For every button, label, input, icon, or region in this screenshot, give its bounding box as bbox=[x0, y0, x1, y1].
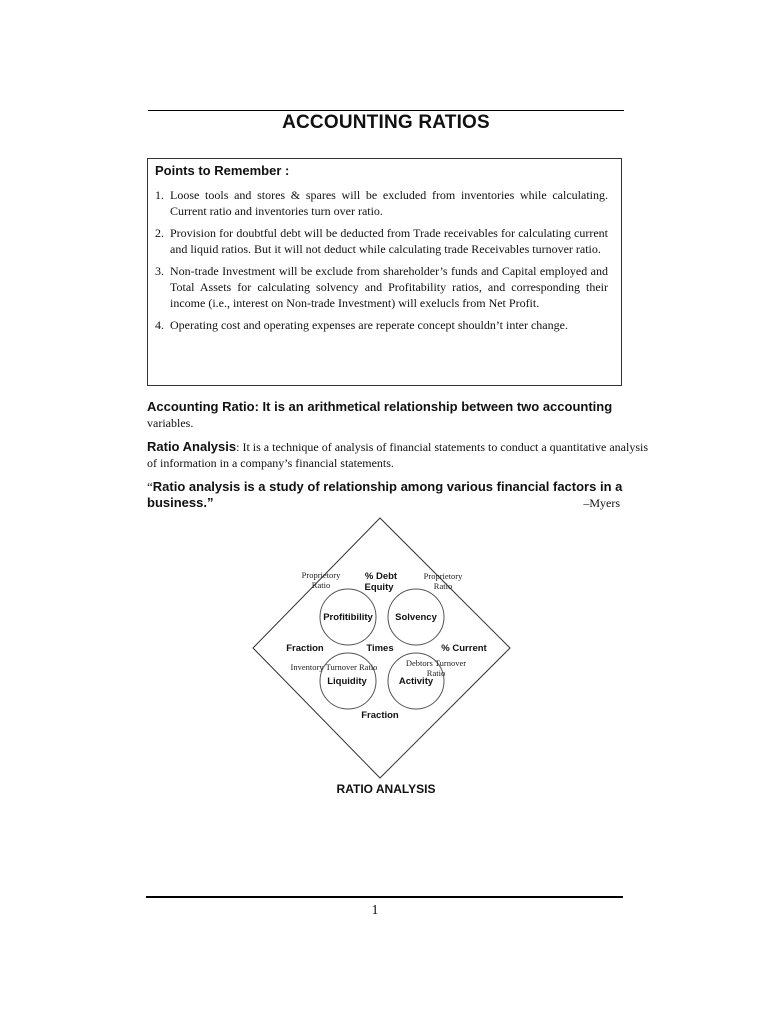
current-label: % Current bbox=[441, 643, 487, 654]
solvency-label: Solvency bbox=[395, 612, 437, 623]
point-text: Non-trade Investment will be exclude from shareholder’s funds and Capital employed and Total Assets for calculating solvency and Profitability ratios, and corresponding their income (i.e., interest on Non-trade Investment) will exelucls from Net Profit. bbox=[170, 264, 608, 310]
ratio-analysis-diagram bbox=[250, 515, 520, 780]
point-text: Operating cost and operating expenses are reperate concept shouldn’t inter change. bbox=[170, 318, 568, 332]
point-text: Provision for doubtful debt will be deducted from Trade receivables for calculating current and liquid ratios. But it will not deduct while calculating trade Receivables turnover ratio. bbox=[170, 226, 608, 256]
liquidity-label: Liquidity bbox=[327, 676, 367, 687]
quote-text: Ratio analysis is a study of relationship among various financial factors in a business.” bbox=[147, 479, 623, 510]
page-title: ACCOUNTING RATIOS bbox=[282, 112, 490, 133]
fraction-bottom-label: Fraction bbox=[361, 710, 399, 721]
ratio-analysis-term: Ratio Analysis bbox=[147, 439, 237, 454]
debtors-turnover-line2: Ratio bbox=[426, 668, 446, 678]
accounting-ratio-term: Accounting Ratio: It is an arithmetical relationship between two accounting bbox=[147, 399, 613, 414]
point-item bbox=[155, 263, 608, 311]
proprietory-left-line2: Ratio bbox=[311, 580, 331, 590]
point-number: 4. bbox=[155, 318, 164, 332]
point-item bbox=[155, 317, 608, 333]
accounting-ratio-definition bbox=[147, 399, 649, 431]
point-item bbox=[155, 187, 608, 219]
debtors-turnover-line1: Debtors Turnover bbox=[405, 658, 467, 668]
ratio-analysis-rest: : It is a technique of analysis of financial statements to conduct a quantitative analysis of information in a company’s financial statements. bbox=[147, 440, 648, 470]
points-to-remember-box bbox=[147, 158, 622, 386]
point-number: 1. bbox=[155, 188, 164, 202]
myers-quote bbox=[147, 479, 625, 511]
page-number: 1 bbox=[371, 903, 379, 918]
point-number: 2. bbox=[155, 226, 164, 240]
proprietory-right-line2: Ratio bbox=[433, 581, 453, 591]
debt-label: % Debt bbox=[364, 571, 398, 582]
times-label: Times bbox=[366, 643, 394, 654]
bottom-rule bbox=[146, 896, 623, 898]
accounting-ratio-rest: variables. bbox=[147, 416, 194, 430]
profitibility-label: Profitibility bbox=[323, 612, 373, 623]
diagram-caption: RATIO ANALYSIS bbox=[336, 782, 436, 796]
proprietory-right-line1: Proprietory bbox=[423, 571, 463, 581]
top-rule bbox=[148, 110, 624, 111]
proprietory-left-line1: Proprietory bbox=[301, 570, 341, 580]
points-heading: Points to Remember : bbox=[155, 163, 290, 178]
quote-open-mark: “ bbox=[147, 479, 153, 494]
equity-label: Equity bbox=[364, 582, 394, 593]
fraction-left-label: Fraction bbox=[286, 643, 324, 654]
inventory-turnover-label: Inventory Turnover Ratio bbox=[290, 662, 378, 672]
ratio-analysis-definition bbox=[147, 439, 649, 471]
quote-author: –Myers bbox=[583, 496, 620, 510]
point-number: 3. bbox=[155, 264, 164, 278]
activity-label: Activity bbox=[398, 676, 434, 687]
point-text: Loose tools and stores & spares will be excluded from inventories while calculating. Current ratio and inventories turn over ratio. bbox=[170, 188, 608, 218]
point-item bbox=[155, 225, 608, 257]
